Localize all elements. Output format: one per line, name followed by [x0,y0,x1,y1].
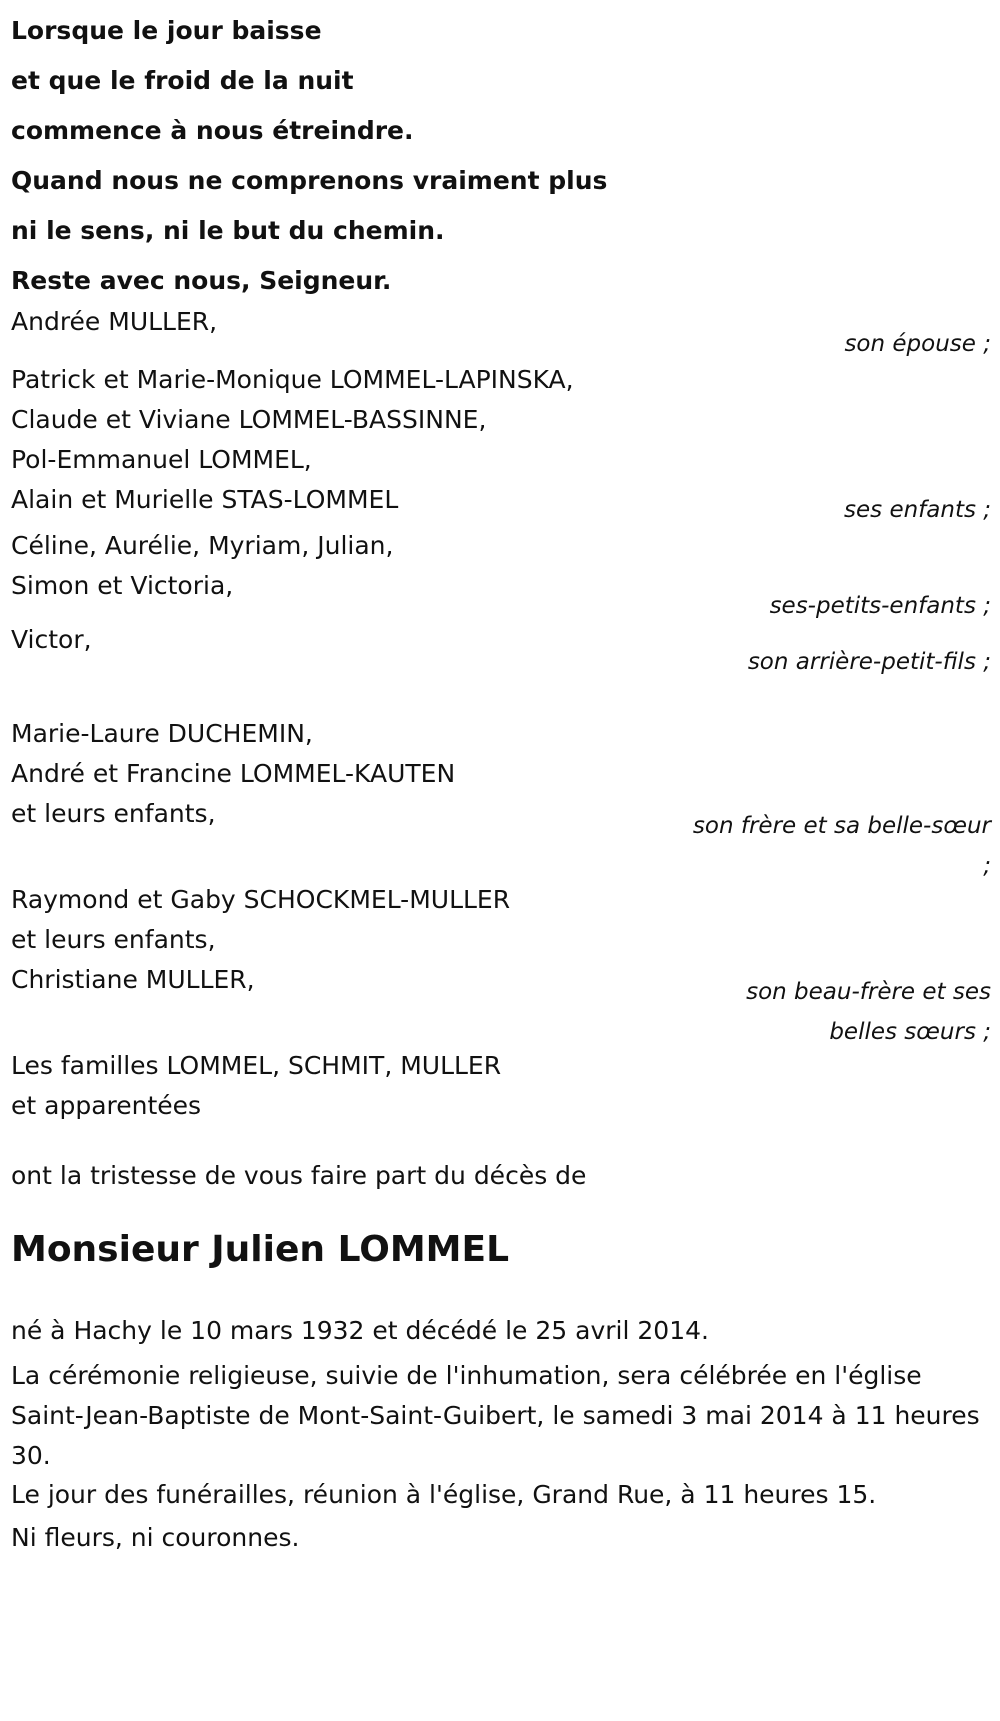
family-group-brother [11,714,991,894]
poem-line: Quand nous ne comprenons vraiment plus [11,166,608,195]
poem-line: et que le froid de la nuit [11,66,354,95]
family-name: Simon et Victoria, [11,571,234,600]
family-name: et leurs enfants, [11,799,216,828]
family-group-children [11,360,991,530]
family-role: ses enfants ; [844,497,991,523]
family-name: Victor, [11,625,92,654]
family-name: et leurs enfants, [11,925,216,954]
poem-line: Reste avec nous, Seigneur. [11,266,392,295]
family-group-spouse [11,302,991,362]
family-name: Céline, Aurélie, Myriam, Julian, [11,531,394,560]
family-name: Andrée MULLER, [11,307,218,336]
family-group-relatives [11,1046,991,1126]
gathering-info: Le jour des funérailles, réunion à l'église, Grand Rue, à 11 heures 15. [11,1480,877,1509]
family-role: son frère et sa belle-sœur ; [692,813,991,879]
deceased-name: Monsieur Julien LOMMEL [11,1229,510,1270]
poem-line: Lorsque le jour baisse [11,16,322,45]
family-name: Pol-Emmanuel LOMMEL, [11,445,312,474]
family-role: son épouse ; [844,331,991,357]
birth-death-info: né à Hachy le 10 mars 1932 et décédé le 25 avril 2014. [11,1316,709,1345]
family-name: Christiane MULLER, [11,965,255,994]
family-name: Claude et Viviane LOMMEL-BASSINNE, [11,405,487,434]
family-role: son beau-frère et ses belles sœurs ; [746,979,991,1045]
family-name: André et Francine LOMMEL-KAUTEN [11,759,456,788]
ceremony-info: La cérémonie religieuse, suivie de l'inhumation, sera célébrée en l'église Saint-Jean-Baptiste de Mont-Saint-Guibert, le samedi 3 mai 2014 à 11 heures 30. [11,1361,980,1470]
family-name: Les familles LOMMEL, SCHMIT, MULLER [11,1051,502,1080]
poem-line: commence à nous étreindre. [11,116,414,145]
family-group-great-grandchild [11,620,991,720]
family-role: son arrière-petit-fils ; [747,649,991,675]
family-group-grandchildren [11,526,991,626]
poem [11,6,911,306]
family-name: Marie-Laure DUCHEMIN, [11,719,313,748]
family-role: ses-petits-enfants ; [769,593,991,619]
family-name: Alain et Murielle STAS-LOMMEL [11,485,399,514]
announcement-text: ont la tristesse de vous faire part du décès de [11,1161,587,1190]
family-group-in-laws [11,880,991,1060]
flowers-note: Ni fleurs, ni couronnes. [11,1523,300,1552]
family-name: Patrick et Marie-Monique LOMMEL-LAPINSKA, [11,365,574,394]
poem-line: ni le sens, ni le but du chemin. [11,216,445,245]
family-name: et apparentées [11,1091,202,1120]
family-name: Raymond et Gaby SCHOCKMEL-MULLER [11,885,511,914]
